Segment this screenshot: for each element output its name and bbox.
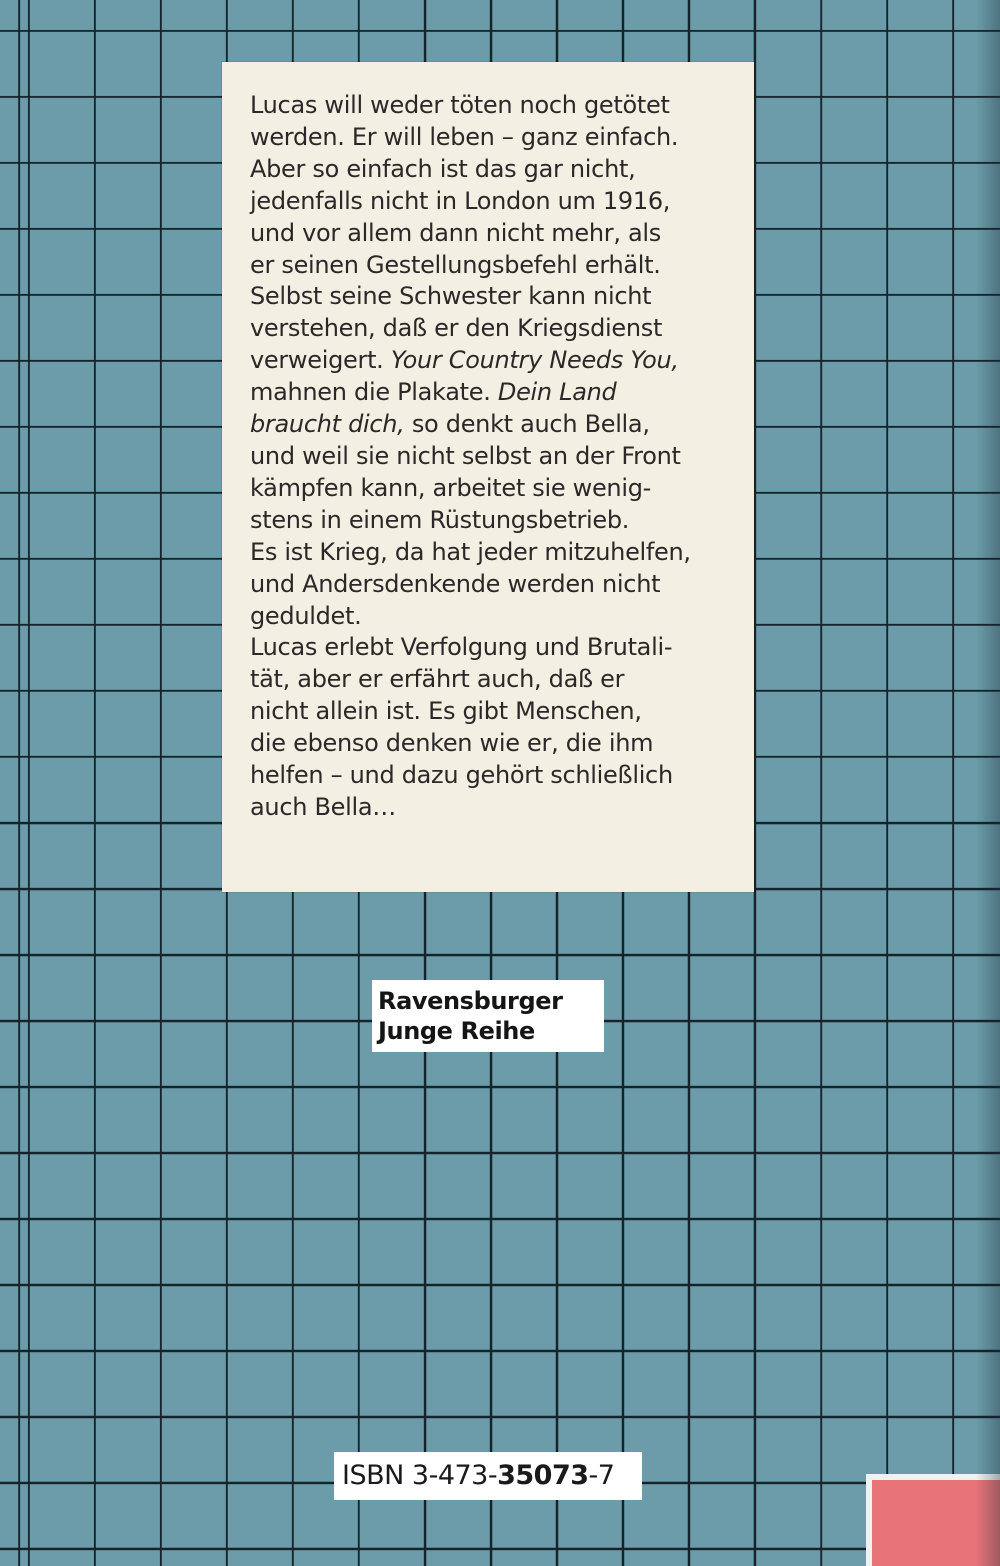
- blurb-line: und Andersdenkende werden nicht: [250, 569, 661, 598]
- blurb-line: tät, aber er erfährt auch, daß er: [250, 665, 625, 694]
- blurb-line: Selbst seine Schwester kann nicht: [250, 282, 652, 311]
- blurb-italic-text: braucht dich,: [250, 410, 405, 439]
- library-sticker: [866, 1474, 1000, 1566]
- blurb-line: Lucas will weder töten noch getötet: [250, 91, 670, 119]
- blurb-line: Es ist Krieg, da hat jeder mitzuhelfen,: [250, 537, 691, 566]
- blurb-line: jedenfalls nicht in London um 1916,: [250, 186, 671, 215]
- blurb-line: die ebenso denken wie er, die ihm: [250, 729, 654, 758]
- blurb-line: helfen – und dazu gehört schließlich: [250, 761, 673, 790]
- isbn-suffix: -7: [588, 1460, 615, 1491]
- blurb-line: Aber so einfach ist das gar nicht,: [250, 154, 636, 183]
- blurb-italic-text: Your Country Needs You,: [390, 346, 679, 375]
- blurb-text: so denkt auch Bella,: [404, 410, 650, 439]
- blurb-panel: [222, 62, 754, 892]
- blurb-italic-text: Dein Land: [497, 378, 617, 407]
- blurb-line: er seinen Gestellungsbefehl erhält.: [250, 250, 661, 279]
- series-name: Junge Reihe: [378, 1017, 535, 1045]
- blurb-text: mahnen die Plakate.: [250, 378, 498, 407]
- publisher-name: Ravensburger: [378, 987, 563, 1015]
- isbn-label: [334, 1452, 642, 1500]
- blurb-line: [250, 345, 754, 377]
- blurb-line: [250, 377, 754, 409]
- blurb-line: stens in einem Rüstungsbetrieb.: [250, 505, 630, 534]
- blurb-line: kämpfen kann, arbeitet sie wenig-: [250, 473, 652, 502]
- blurb-line: nicht allein ist. Es gibt Menschen,: [250, 697, 642, 726]
- blurb-line: [250, 409, 754, 441]
- blurb-line: verstehen, daß er den Kriegsdienst: [250, 314, 663, 343]
- publisher-label: [372, 980, 604, 1052]
- blurb-line: und vor allem dann nicht mehr, als: [250, 218, 661, 247]
- isbn-prefix: ISBN 3-473-: [342, 1460, 498, 1491]
- blurb-line: auch Bella…: [250, 792, 396, 821]
- blurb-line: Lucas erlebt Verfolgung und Brutali-: [250, 633, 673, 662]
- blurb-line: geduldet.: [250, 601, 362, 630]
- blurb-text: verweigert.: [250, 346, 391, 375]
- blurb-line: und weil sie nicht selbst an der Front: [250, 441, 681, 470]
- blurb-line: werden. Er will leben – ganz einfach.: [250, 122, 679, 151]
- isbn-bold-number: 35073: [497, 1460, 589, 1491]
